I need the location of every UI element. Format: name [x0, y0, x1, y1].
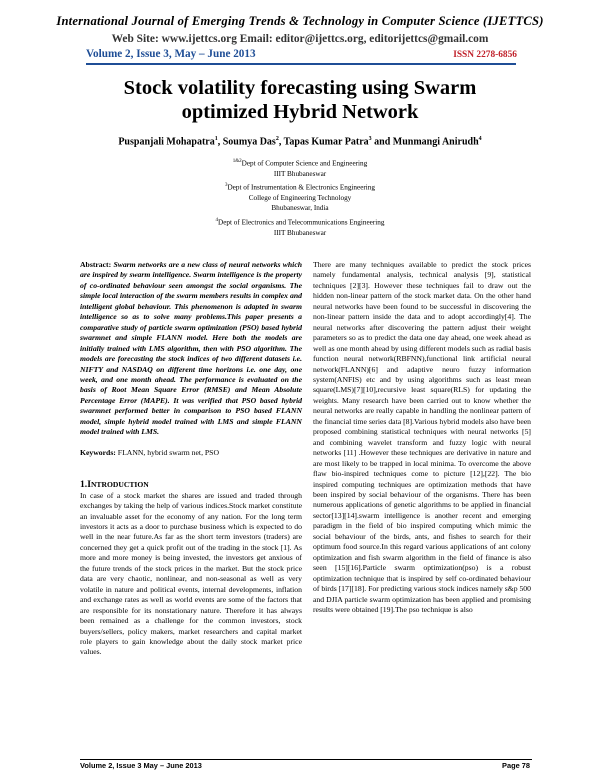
- keywords-text: FLANN, hybrid swarm net, PSO: [117, 447, 220, 457]
- affiliation-mark: 3: [224, 183, 228, 188]
- left-column: [80, 260, 302, 658]
- paper-title: [0, 76, 600, 124]
- keywords-label: Keywords:: [80, 447, 116, 457]
- affiliation-line: IIIT Bhubaneswar: [273, 169, 327, 178]
- abstract: [80, 260, 302, 438]
- paper-title-line-1: Stock volatility forecasting using Swarm: [123, 77, 477, 99]
- author-list: [0, 136, 600, 147]
- affiliation-mark: 4: [215, 218, 219, 223]
- author-name: Soumya Das: [222, 136, 276, 148]
- author-affiliation-mark: 2: [275, 136, 279, 142]
- affiliation-mark: 1&2: [232, 159, 242, 164]
- keywords: [80, 448, 302, 458]
- right-column: [313, 260, 531, 615]
- header-rule: [86, 63, 516, 65]
- author-separator: and: [371, 136, 393, 148]
- author-affiliation-mark: 4: [478, 136, 482, 142]
- affiliation-line: $^4$Dept of Electronics and Telecommunications Engineering: [215, 218, 385, 227]
- affiliation-line: College of Engineering Technology: [248, 193, 352, 202]
- affiliation-2: [0, 181, 600, 214]
- affiliation-line: Bhubaneswar, India: [271, 204, 329, 213]
- author-name: Tapas Kumar Patra: [283, 136, 369, 148]
- introduction-paragraph: In case of a stock market the shares are issued and traded through exchanges by taking the help of various indices.Stock market constitute an invaluable asset for the economy of any nation. For the long term investors it acts as a door to purchase business which is expected to do well in the near future.As far as the short term investors (traders) are concerned they get a quick profit out of the trading in the stock [1]. As more and more money is being invested, the investors get anxious of the future trends of the stock prices in the market. But the stock price data are very chaotic, nonlinear, and non-seasonal as well as very volatile in nature and political events, internal developments, inflation and exchange rates as well as world events are some of the factors that are responsible for its nonstationary nature. Therefore it has always been remained as a challenge for the common investors, stock buyers/sellers, policy makers, market researchers and capital market role players to gain knowledge about the daily stock market price values.: [80, 490, 302, 657]
- affiliation-line: $^{1\&2}$Dept of Computer Science and Engineering: [232, 159, 368, 168]
- footer-volume: Volume 2, Issue 3 May – June 2013: [80, 761, 202, 770]
- author-name: Munmangi Anirudh: [392, 136, 479, 148]
- volume-issue: Volume 2, Issue 3, May – June 2013: [86, 48, 256, 60]
- abstract-text: Swarm networks are a new class of neural networks which are inspired by swarm intelligence. Swarm intelligence is the property of co-ordinated behaviour seen amongst the social organisms. The simple local interaction of the swarm members results in complex and intelligent global behaviour. This phenomenon is adapted in swarm intelligence so as to solve many problems.This paper presents a comparative study of particle swarm optimization (PSO) based hybrid swarmnet and simple FLANN model. Here both the models are initially trained with LMS algorithm, then with PSO algorithm. The models are forecasting the stock indices of two different datasets i.e. NIFTY and NASDAQ on different time horizons i.e. one day, one week, and one month ahead. The performance is evaluated on the basis of Root Mean Square Error (RMSE) and Mean Absolute Percentage Error (MAPE). It was verified that PSO based hybrid swarmnet performed better in comparison to PSO based FLANN model, simple hybrid model trained with LMS and simple FLANN model trained with LMS.: [80, 260, 303, 437]
- footer-rule: [80, 759, 532, 760]
- affiliation-line: IIIT Bhubaneswar: [273, 228, 327, 237]
- paper-title-line-2: optimized Hybrid Network: [181, 101, 419, 123]
- journal-website-email: Web Site: www.ijettcs.org Email: editor@ijettcs.org, editorijettcs@gmail.com: [111, 33, 489, 45]
- author-name: Puspanjali Mohapatra: [118, 136, 215, 148]
- issn: ISSN 2278-6856: [453, 50, 517, 60]
- author-affiliation-mark: 3: [368, 136, 372, 142]
- section-heading-introduction: 1.INTRODUCTION: [80, 479, 149, 491]
- affiliation-line: $^3$Dept of Instrumentation & Electronics Engineering: [224, 183, 375, 192]
- author-separator: ,: [278, 136, 284, 148]
- author-separator: ,: [217, 136, 223, 148]
- journal-name: International Journal of Emerging Trends & Technology in Computer Science (IJETTCS): [56, 14, 544, 28]
- affiliation-1: [0, 157, 600, 179]
- author-affiliation-mark: 1: [214, 136, 218, 142]
- introduction-paragraph-continued: There are many techniques available to predict the stock prices namely fundamental analysis, technical analysis [9], statistical techniques [2][3]. However these techniques fail to draw out the hidden non-linear pattern of the stock market data. On the other hand neural networks have been found to be successful in discovering the non-linear pattern inside the data and to adopt accordingly[4]. The neural networks after discovering the pattern adjust their weight parameters so as to predict the data one day ahead, one week ahead as well as one month ahead by using different models such as radial basis function neural network(RBFNN),functional link artificial neural network(FLANN)[6] and adaptive neuro fuzzy information system(ANFIS) etc and by using algorithms such as least mean square(LMS)[7][10],recursive least square(RLS) for updating the weights. Many research have been carried out to know whether the neural networks are really capable in handling the nonlinear pattern of the financial time series data [8].Various hybrid models also have been proposed combining statistical techniques with neural networks [5] and combining wavelet transform and fuzzy logic with neural networks [11] .However these techniques are derivative in nature and are most likely to be trapped in local minima. To overcome the above flaw bio-inspired techniques come to picture [12],[22]. The bio inspired computing techniques are optimization methods that have been inspired by social behaviour of the organisms. There has been numerous applications of genetic algorithms to be applied in financial sector[13][14].swarm intelligence is another recent and emerging paradigm in the field of bio inspired computing which mimic the social behaviour of the birds, ants, and fishes to search for their optimum food source.In this regard various applications of ant colony optimization and fish swarm algorithm in the field of finance is also seen [15][16].Particle swarm optimization(pso) is a robust optimization technique that is inspired by self co-ordinated behaviour of birds [17][18]. For predicting various stock indices namely s&p 500 and DJIA particle swarm optimization has been applied and promising results were obtained [19].The pso technique is also: [313, 260, 531, 614]
- page-number: Page 78: [502, 761, 530, 770]
- abstract-label: Abstract:: [80, 260, 112, 269]
- affiliation-3: [0, 216, 600, 238]
